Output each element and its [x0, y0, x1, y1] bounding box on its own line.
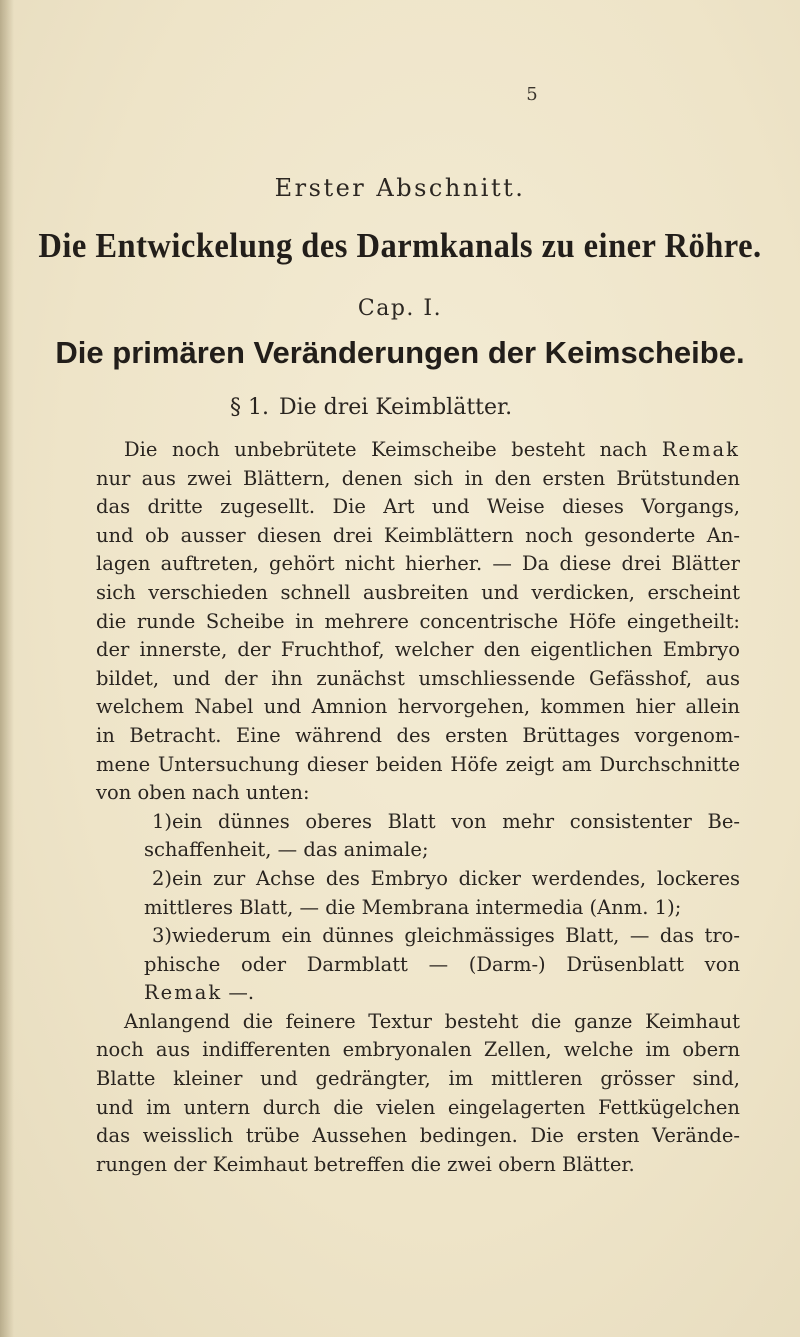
main-title: Die Entwickelung des Darmkanals zu einer Röhre. — [38, 226, 762, 265]
text-line — [96, 979, 740, 1008]
paragraph-sign: § 1. — [230, 395, 269, 420]
author-name: Remak — [661, 438, 740, 461]
chapter-title: Die primären Veränderungen der Keimscheibe. — [55, 335, 745, 370]
text-span: ein dünnes oberes Blatt von mehr consistenter Be- — [172, 809, 740, 833]
text-line: Anlangend die feinere Textur besteht die ganze Keimhaut — [124, 1009, 740, 1033]
text-span: wiederum ein dünnes gleichmässiges Blatt, — das tro- — [172, 924, 740, 948]
text-line: nur aus zwei Blättern, denen sich in den ersten Brütstunden — [96, 466, 740, 490]
text-line: das dritte zugesellt. Die Art und Weise dieses Vorgangs, — [96, 495, 740, 519]
text-line: der innerste, der Fruchthof, welcher den eigentlichen Embryo — [96, 638, 740, 662]
text-line: von oben nach unten: — [96, 781, 310, 805]
list-item — [96, 865, 740, 922]
text-line: welchem Nabel und Amnion hervorgehen, kommen hier allein — [96, 695, 740, 719]
text-span: Die noch unbebrütete Keimscheibe besteht nach — [124, 438, 648, 461]
text-line: noch aus indifferenten embryonalen Zellen, welche im obern — [96, 1038, 740, 1062]
list-item — [96, 922, 740, 1008]
text-line: mene Untersuchung dieser beiden Höfe zeigt am Durchschnitte — [96, 752, 740, 776]
text-line: bildet, und der ihn zunächst umschliessende Gefässhof, aus — [96, 666, 740, 690]
text-line: mittleres Blatt, — die Membrana intermedia (Anm. 1); — [144, 895, 682, 919]
text-line: rungen der Keimhaut betreffen die zwei obern Blätter. — [96, 1152, 635, 1176]
text-line — [96, 922, 740, 951]
paragraph-heading — [230, 395, 610, 420]
text-line: schaffenheit, — das animale; — [144, 838, 429, 862]
author-name: Remak — [144, 981, 223, 1005]
text-line: sich verschieden schnell ausbreiten und verdicken, erscheint — [96, 580, 740, 604]
text-line — [96, 436, 740, 465]
text-line: und im untern durch die vielen eingelagerten Fettkügelchen — [96, 1095, 740, 1119]
list-number: 3) — [152, 924, 173, 948]
list-number: 1) — [152, 809, 173, 833]
section-title: Erster Abschnitt. — [274, 174, 526, 202]
text-line: das weisslich trübe Aussehen bedingen. Die ersten Verände- — [96, 1124, 740, 1148]
list-number: 2) — [152, 866, 173, 890]
text-line — [96, 808, 740, 837]
text-line: lagen auftreten, gehört nicht hierher. — Da diese drei Blätter — [96, 552, 740, 576]
text-span: —. — [222, 981, 255, 1005]
text-line: phische oder Darmblatt — (Darm-) Drüsenblatt von — [144, 952, 740, 976]
text-line: die runde Scheibe in mehrere concentrische Höfe eingetheilt: — [96, 609, 740, 633]
chapter-number: Cap. I. — [357, 296, 443, 321]
paragraph-title: Die drei Keimblätter. — [278, 395, 513, 420]
text-line — [96, 865, 740, 894]
page-number: 5 — [526, 84, 538, 105]
body-text — [96, 436, 740, 1179]
text-span: ein zur Achse des Embryo dicker werdendes, lockeres — [172, 866, 740, 890]
text-line: Blatte kleiner und gedrängter, im mittleren grösser sind, — [96, 1067, 740, 1091]
text-line: und ob ausser diesen drei Keimblättern noch gesonderte An- — [96, 523, 740, 547]
text-line: in Betracht. Eine während des ersten Brüttages vorgenom- — [96, 723, 740, 747]
list-item — [96, 808, 740, 865]
